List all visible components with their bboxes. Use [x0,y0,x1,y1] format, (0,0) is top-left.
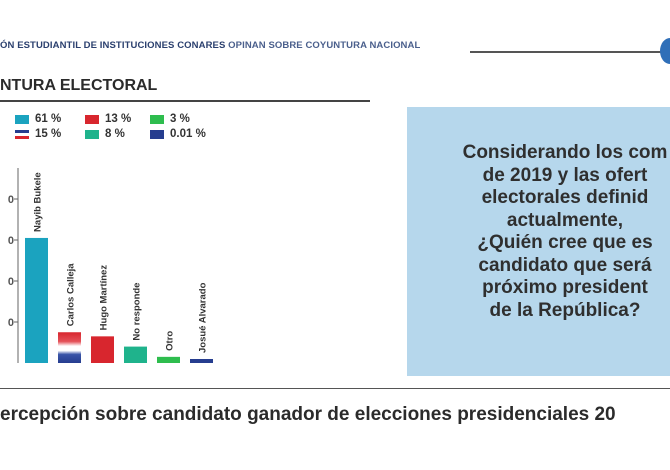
header-part-1: ÓN ESTUDIANTIL DE INSTITUCIONES CONARES [0,40,226,51]
bar [190,359,213,363]
category-label: Hugo Martínez [98,264,110,331]
caption-divider [0,388,670,389]
legend-value: 8 % [105,128,125,140]
question-text: Considerando los com de 2019 y las ofert electorales definid actualmente, ¿Quién cree que es candidato que será próximo president de la República? [462,142,668,321]
legend-value: 15 % [35,128,62,140]
header-divider [470,51,662,53]
y-tick-label: 0 [7,235,14,247]
header-part-2: OPINAN SOBRE COYUNTURA NACIONAL [228,40,421,51]
bar [91,336,114,363]
legend-value: 13 % [105,113,132,125]
bar [157,357,180,363]
category-label: Carlos Calleja [65,263,77,327]
legend-value: 3 % [170,113,190,125]
category-label: Josué Alvarado [197,282,209,353]
legend-value: 0.01 % [170,128,206,140]
y-tick-label: 0 [7,194,14,206]
logo-icon [660,38,670,64]
bar [58,332,81,363]
category-label: Otro [164,330,176,351]
bar [25,238,48,363]
y-tick-label: 0 [7,276,14,288]
category-label: No responde [131,282,143,341]
bar [124,347,147,363]
chart-caption: ercepción sobre candidato ganador de elecciones presidenciales 20 [0,404,616,425]
section-title: NTURA ELECTORAL [0,77,158,94]
bar-chart [0,0,400,380]
category-label: Nayib Bukele [32,172,44,232]
y-tick-label: 0 [7,317,14,329]
legend-value: 61 % [35,113,62,125]
